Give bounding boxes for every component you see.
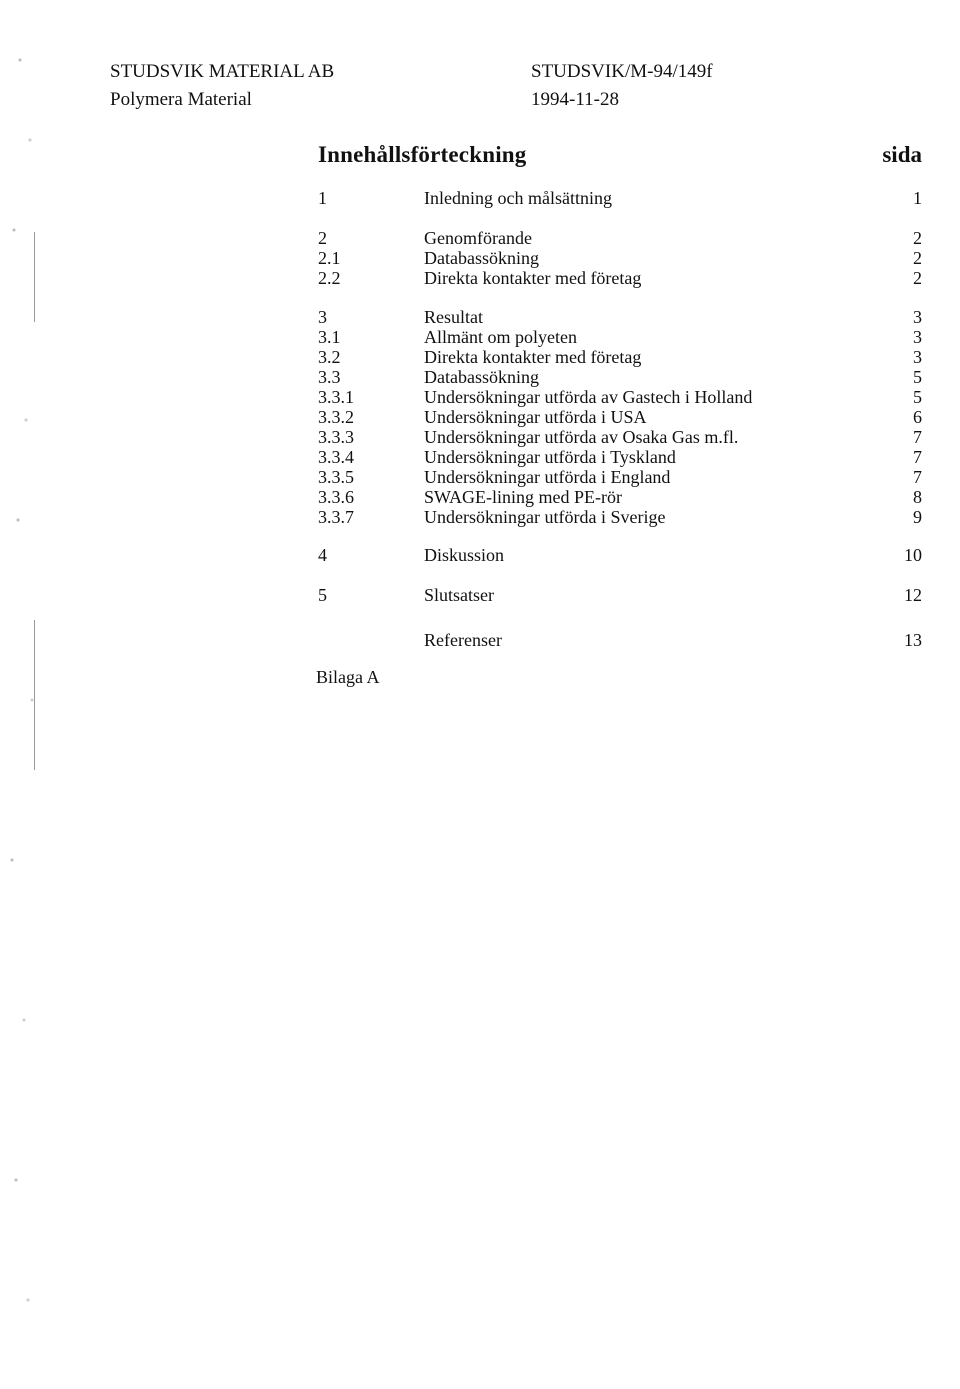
- toc-entry: [318, 487, 922, 507]
- toc-entry-page: 7: [913, 427, 922, 447]
- toc-entry: [318, 228, 922, 248]
- toc-entry: [318, 467, 922, 487]
- toc-entry-title: Direkta kontakter med företag: [424, 268, 642, 288]
- toc-entry-number: 3.3: [318, 367, 341, 387]
- report-number: STUDSVIK/M-94/149f: [531, 61, 713, 82]
- toc-entry-number: 3.3.2: [318, 407, 354, 427]
- toc-entry: [318, 407, 922, 427]
- toc-entry-number: 2: [318, 228, 327, 248]
- toc-entry-title: Databassökning: [424, 367, 539, 387]
- toc-entry: [318, 545, 922, 565]
- toc-entry-title: Diskussion: [424, 545, 505, 565]
- toc-heading: Innehållsförteckning: [318, 142, 527, 167]
- toc-entry: [318, 427, 922, 447]
- department-name: Polymera Material: [110, 89, 252, 110]
- toc-entry: [318, 248, 922, 268]
- toc-entry-number: 3.3.5: [318, 467, 354, 487]
- toc-entry-page: 3: [913, 327, 922, 347]
- toc-entry-title: Inledning och målsättning: [424, 188, 612, 208]
- company-name: STUDSVIK MATERIAL AB: [110, 61, 335, 82]
- toc-entry-page: 7: [913, 447, 922, 467]
- toc-entry-page: 6: [913, 407, 922, 427]
- toc-entry-page: 3: [913, 347, 922, 367]
- toc-entry-number: 2.2: [318, 268, 341, 288]
- toc-entry-page: 9: [913, 507, 922, 527]
- toc-entry: [318, 447, 922, 467]
- toc-entry-page: 8: [913, 487, 922, 507]
- toc-entry-page: 3: [913, 307, 922, 327]
- scan-edge-line: [34, 232, 35, 322]
- toc-entry-page: 5: [913, 387, 922, 407]
- toc-entry-page: 1: [913, 188, 922, 208]
- toc-entry-page: 2: [913, 248, 922, 268]
- toc-entry-title: Referenser: [424, 630, 502, 650]
- toc-entry-title: Undersökningar utförda i Sverige: [424, 507, 666, 527]
- toc-entry-number: 3.1: [318, 327, 341, 347]
- toc-entry-number: 3.3.4: [318, 447, 354, 467]
- toc-entry-page: 10: [904, 545, 922, 565]
- toc-entry-number: 3.2: [318, 347, 341, 367]
- toc-entry-number: 2.1: [318, 248, 341, 268]
- toc-page-heading: sida: [882, 142, 922, 167]
- toc-entry: [318, 188, 922, 208]
- toc-entry-title: Undersökningar utförda i England: [424, 467, 671, 487]
- toc-entry-number: 3.3.3: [318, 427, 354, 447]
- toc-entry-number: 5: [318, 585, 327, 605]
- toc-entry-number: 3.3.1: [318, 387, 354, 407]
- toc-entry-page: 2: [913, 228, 922, 248]
- toc-entry: [318, 268, 922, 288]
- toc-entry-number: 4: [318, 545, 327, 565]
- header-left: [110, 58, 334, 114]
- toc-entry: [318, 507, 922, 527]
- toc-entry-title: Undersökningar utförda i Tyskland: [424, 447, 676, 467]
- report-date: 1994-11-28: [531, 89, 619, 110]
- toc-entry-title: Genomförande: [424, 228, 532, 248]
- toc-entry-title: Undersökningar utförda av Gastech i Holland: [424, 387, 753, 407]
- toc-entry: [318, 327, 922, 347]
- toc-entry-title: Resultat: [424, 307, 483, 327]
- toc-entry-title: Direkta kontakter med företag: [424, 347, 642, 367]
- appendix-label: Bilaga A: [316, 667, 380, 687]
- toc-entry-page: 5: [913, 367, 922, 387]
- toc-entry-title: Databassökning: [424, 248, 539, 268]
- toc-entry-number: 3.3.7: [318, 507, 354, 527]
- toc-entry-page: 2: [913, 268, 922, 288]
- toc-entry: [318, 387, 922, 407]
- toc-entry-page: 13: [904, 630, 922, 650]
- toc-entry-number: 3: [318, 307, 327, 327]
- toc-entry-title: Allmänt om polyeten: [424, 327, 577, 347]
- toc-entry-title: Slutsatser: [424, 585, 494, 605]
- toc-entry-page: 7: [913, 467, 922, 487]
- toc-entry-number: 1: [318, 188, 327, 208]
- toc-entry: [318, 347, 922, 367]
- toc-entry: [318, 367, 922, 387]
- toc-entry-number: 3.3.6: [318, 487, 354, 507]
- toc-entry-title: SWAGE-lining med PE-rör: [424, 487, 622, 507]
- toc-entry-title: Undersökningar utförda i USA: [424, 407, 647, 427]
- toc-entry: [318, 630, 922, 650]
- toc-entry: [318, 307, 922, 327]
- toc-entry-title: Undersökningar utförda av Osaka Gas m.fl.: [424, 427, 739, 447]
- toc-entry: [318, 585, 922, 605]
- scan-edge-noise: [0, 0, 48, 1389]
- toc-entry-page: 12: [904, 585, 922, 605]
- scan-edge-line: [34, 620, 35, 770]
- header-right: [531, 58, 713, 114]
